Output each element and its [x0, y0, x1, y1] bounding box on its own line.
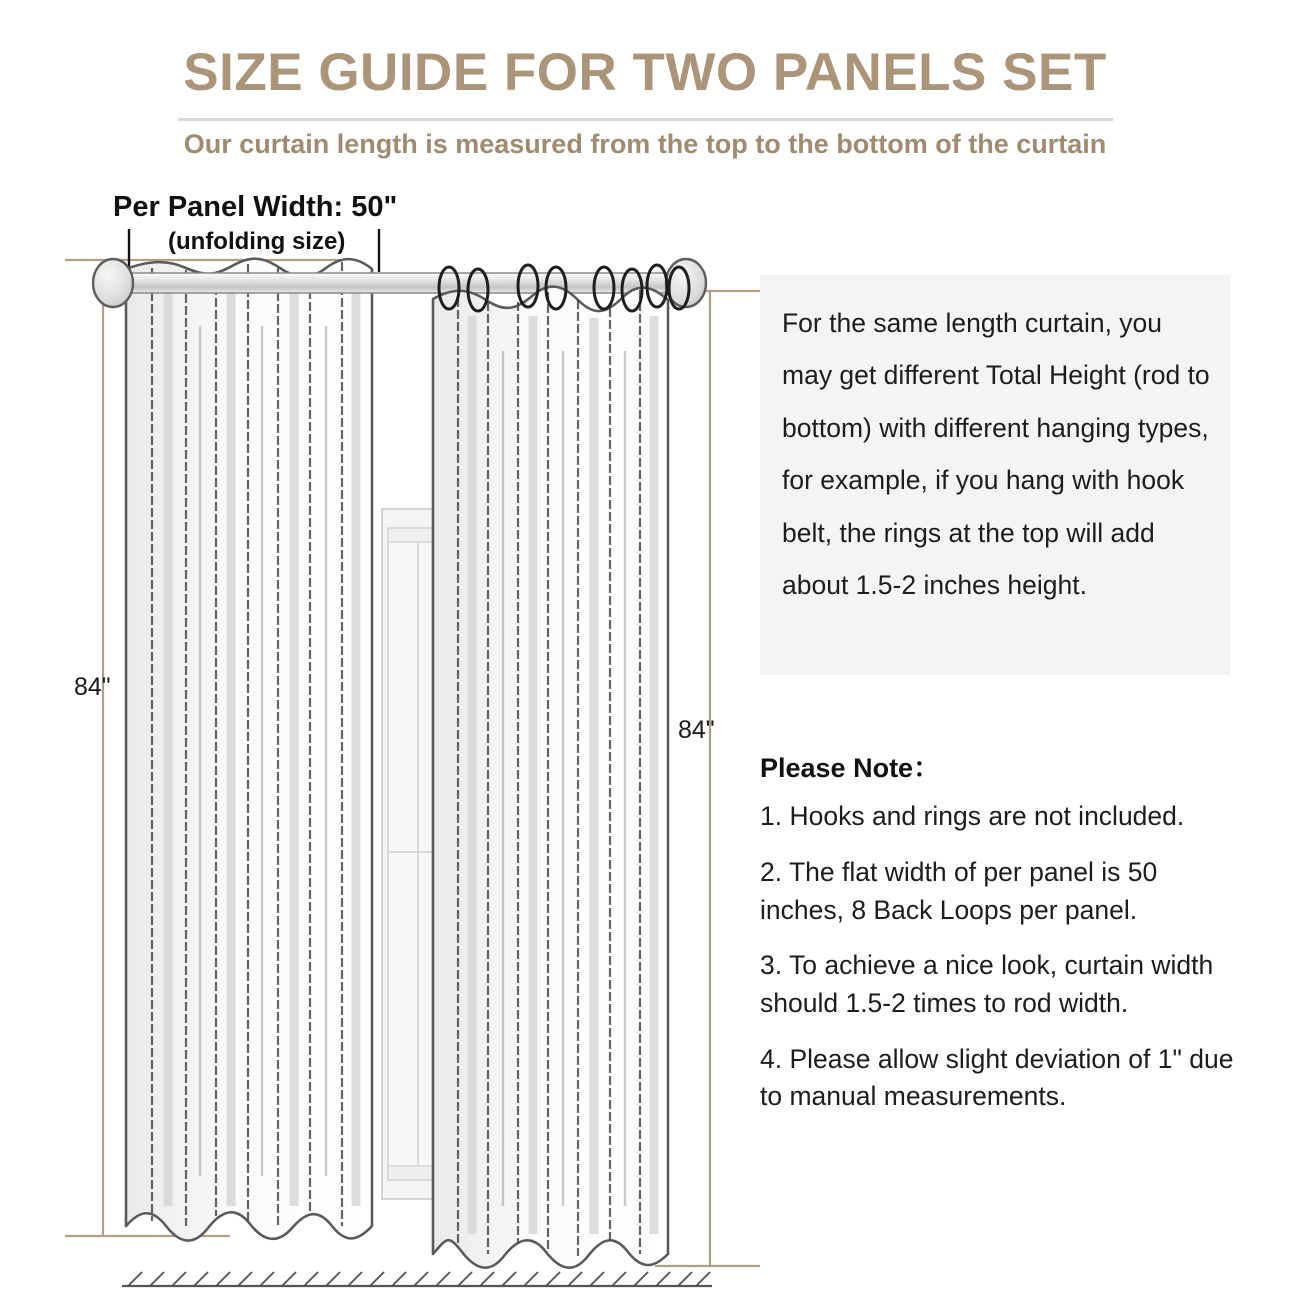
- curtain-diagram: [0, 176, 760, 1296]
- note-item: 4. Please allow slight deviation of 1" due to manual measurements.: [760, 1043, 1234, 1112]
- title-divider: [178, 118, 1113, 121]
- page-title: SIZE GUIDE FOR TWO PANELS SET: [183, 43, 1107, 102]
- page-subtitle: Our curtain length is measured from the top to the bottom of the curtain: [183, 129, 1107, 159]
- info-panel: [760, 275, 1230, 675]
- left-finial: [93, 259, 133, 307]
- right-curtain-panel: [433, 287, 668, 1268]
- unfolding-size-label: (unfolding size): [168, 228, 346, 255]
- note-item: 3. To achieve a nice look, curtain width should 1.5-2 times to rod width.: [760, 950, 1214, 1018]
- header: [0, 0, 1290, 176]
- panel-width-label: Per Panel Width: 50": [113, 191, 398, 223]
- curtain-illustration: [0, 176, 760, 1296]
- please-note-title: Please Note：: [760, 753, 941, 783]
- floor-hatching: [122, 1272, 712, 1286]
- note-item: 2. The flat width of per panel is 50 inches, 8 Back Loops per panel.: [760, 857, 1158, 925]
- please-note-section: [760, 752, 1236, 1116]
- left-height-label: 84": [74, 673, 111, 701]
- info-paragraph: For the same length curtain, you may get different Total Height (rod to bottom) with different hanging types, for example, if you hang with hook belt, the rings at the top will add about 1.5-2 inches height.: [782, 308, 1210, 601]
- right-height-label: 84": [678, 716, 715, 744]
- note-item: 1. Hooks and rings are not included.: [760, 801, 1185, 832]
- left-curtain-panel: [126, 259, 372, 1241]
